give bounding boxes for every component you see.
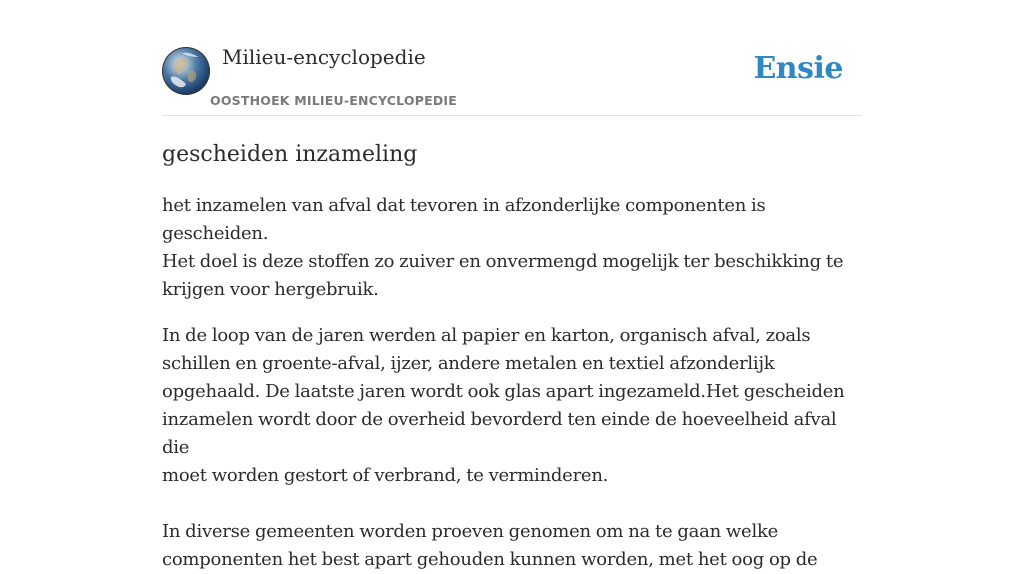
article-paragraph: In diverse gemeenten worden proeven genomen om na te gaan welke componenten het best apart gehouden kunnen worden, met het oog op de	[162, 521, 818, 570]
page	[162, 0, 862, 574]
globe-icon[interactable]	[162, 47, 210, 95]
site-subtitle[interactable]: OOSTHOEK MILIEU-ENCYCLOPEDIE	[210, 93, 457, 108]
article-paragraph: het inzamelen van afval dat tevoren in afzonderlijke componenten is gescheiden. Het doel is deze stoffen zo zuiver en onvermengd mogelijk ter beschikking te krijgen voor hergebruik.	[162, 195, 844, 300]
site-name[interactable]: Milieu-encyclopedie	[222, 45, 426, 69]
article-title: gescheiden inzameling	[162, 142, 418, 167]
site-header	[162, 0, 862, 116]
article-paragraph: In de loop van de jaren werden al papier en karton, organisch afval, zoals schillen en groente-afval, ijzer, andere metalen en textiel afzonderlijk opgehaald. De laatste jaren wordt ook glas apart ingezameld.Het gescheiden inzamelen wordt door de overheid bevorderd ten einde de hoeveelheid afval die moet worden gestort of verbrand, te verminderen.	[162, 325, 845, 486]
ensie-logo-link[interactable]: Ensie	[753, 51, 843, 86]
article-body	[162, 192, 862, 574]
